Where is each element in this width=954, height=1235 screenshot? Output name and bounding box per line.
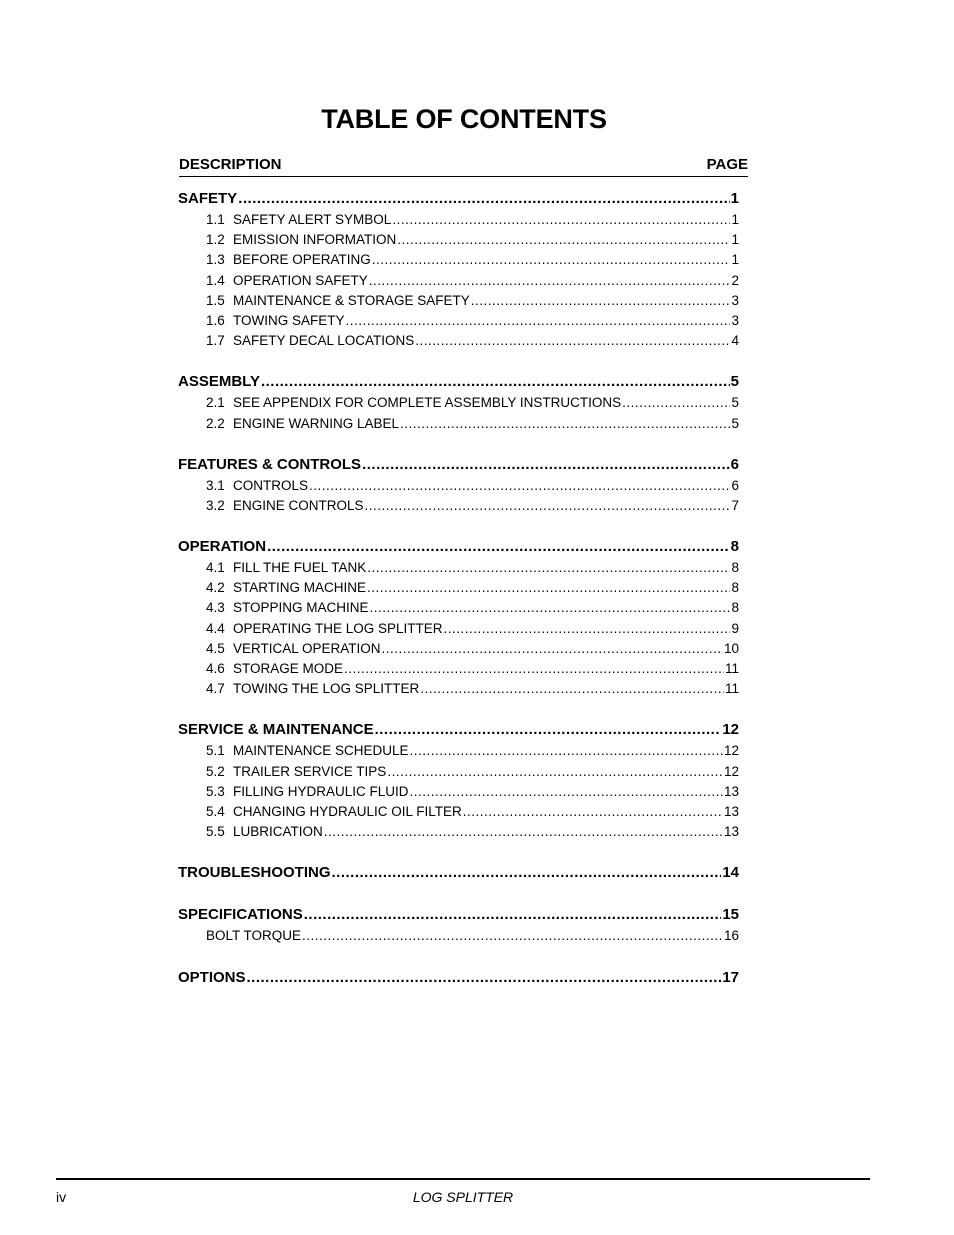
dot-leader (410, 784, 723, 799)
entry-label: OPERATING THE LOG SPLITTER (233, 620, 443, 636)
entry-page-number: 3 (731, 292, 739, 308)
dot-leader (382, 641, 723, 656)
entry-number: 2.2 (206, 415, 225, 431)
toc-section (178, 190, 739, 353)
toc-entry[interactable] (178, 661, 739, 681)
toc-section (178, 456, 739, 518)
toc-entry[interactable] (178, 313, 739, 333)
dot-leader (247, 969, 722, 986)
entry-label: LUBRICATION (233, 824, 323, 840)
dot-leader (332, 864, 722, 881)
entry-number: 4.6 (206, 661, 225, 676)
entry-label: TOWING SAFETY (233, 312, 345, 328)
toc-entry[interactable] (178, 743, 739, 763)
toc-entry[interactable] (178, 395, 739, 415)
entry-number: 5.3 (206, 783, 225, 799)
footer-page-number: iv (56, 1189, 67, 1205)
toc-section-title[interactable] (178, 721, 739, 743)
dot-leader (471, 293, 731, 308)
entry-number: 5.2 (206, 763, 225, 779)
entry-number: 4.1 (206, 560, 225, 576)
dot-leader (344, 661, 724, 676)
toc-section (178, 969, 739, 991)
entry-page-number: 13 (723, 783, 739, 799)
entry-number: 1.7 (206, 333, 225, 349)
entry-number: 1.4 (206, 272, 225, 288)
entry-label: ENGINE CONTROLS (233, 497, 364, 513)
entry-label: STARTING MACHINE (233, 580, 367, 596)
entry-number: 4.7 (206, 681, 225, 697)
entry-page-number: 10 (723, 640, 739, 656)
entry-number: 4.4 (206, 620, 225, 636)
dot-leader (367, 580, 730, 595)
toc-entry[interactable] (178, 273, 739, 293)
toc-entry[interactable] (178, 333, 739, 353)
dot-leader (392, 212, 730, 227)
dot-leader (304, 906, 722, 923)
entry-page-number: 12 (723, 743, 739, 759)
entry-label: FILL THE FUEL TANK (233, 560, 367, 576)
section-label: OPERATION (178, 538, 267, 556)
section-page-number: 15 (722, 906, 739, 924)
dot-leader (400, 416, 730, 431)
page-title: TABLE OF CONTENTS (321, 104, 607, 134)
section-label: ASSEMBLY (178, 373, 260, 391)
toc-entry[interactable] (178, 824, 739, 844)
column-header (179, 156, 748, 177)
toc-entry[interactable] (178, 560, 739, 580)
toc-entry[interactable] (178, 641, 739, 661)
dot-leader (420, 681, 724, 696)
entry-page-number: 4 (731, 333, 739, 349)
toc-section-title[interactable] (178, 373, 739, 395)
section-page-number: 17 (722, 968, 739, 986)
toc-section-title[interactable] (178, 864, 739, 886)
section-label: SERVICE & MAINTENANCE (178, 721, 374, 739)
footer-title: LOG SPLITTER (412, 1189, 514, 1205)
entry-number: 5.1 (206, 743, 225, 759)
entry-page-number: 5 (731, 415, 739, 431)
dot-leader (324, 824, 723, 839)
dot-leader (302, 928, 723, 943)
toc-entry[interactable] (178, 580, 739, 600)
entry-label: TRAILER SERVICE TIPS (233, 763, 387, 779)
entry-number: 2.1 (206, 395, 225, 411)
entry-label: CONTROLS (233, 477, 309, 493)
toc-entry[interactable] (178, 293, 739, 313)
section-label: FEATURES & CONTROLS (178, 455, 362, 473)
entry-number: 4.2 (206, 580, 225, 596)
toc-entry[interactable] (178, 928, 739, 948)
entry-label: FILLING HYDRAULIC FLUID (233, 783, 409, 799)
section-label: OPTIONS (178, 968, 246, 986)
dot-leader (367, 560, 730, 575)
dot-leader (463, 804, 723, 819)
entry-number: 3.2 (206, 497, 225, 513)
toc-list (178, 190, 739, 1011)
entry-label: SAFETY DECAL LOCATIONS (233, 333, 415, 349)
entry-label: BOLT TORQUE (206, 928, 302, 944)
section-page-number: 8 (730, 538, 739, 556)
entry-label: SEE APPENDIX FOR COMPLETE ASSEMBLY INSTRUCTIONS (233, 395, 622, 411)
entry-page-number: 11 (724, 661, 739, 676)
toc-entry[interactable] (178, 621, 739, 641)
toc-section (178, 721, 739, 844)
section-label: TROUBLESHOOTING (178, 864, 331, 882)
entry-label: VERTICAL OPERATION (233, 640, 381, 656)
section-label: SPECIFICATIONS (178, 906, 303, 924)
entry-number: 1.3 (206, 252, 225, 268)
toc-section (178, 864, 739, 886)
entry-label: BEFORE OPERATING (233, 252, 371, 268)
toc-entry[interactable] (178, 764, 739, 784)
dot-leader (372, 252, 731, 267)
dot-leader (365, 498, 731, 513)
toc-entry[interactable] (178, 804, 739, 824)
page-header: PAGE (706, 156, 748, 173)
toc-section-title[interactable] (178, 190, 739, 212)
toc-section (178, 373, 739, 435)
toc-entry[interactable] (178, 784, 739, 804)
toc-section-title[interactable] (178, 538, 739, 560)
dot-leader (397, 232, 730, 247)
entry-page-number: 7 (731, 497, 739, 513)
toc-entry[interactable] (178, 498, 739, 518)
toc-entry[interactable] (178, 600, 739, 620)
dot-leader (238, 190, 729, 207)
section-page-number: 6 (730, 455, 739, 473)
dot-leader (370, 600, 731, 615)
entry-label: STOPPING MACHINE (233, 600, 369, 616)
entry-page-number: 6 (731, 477, 739, 493)
toc-section (178, 906, 739, 948)
entry-number: 1.5 (206, 292, 225, 308)
section-page-number: 12 (722, 721, 739, 739)
toc-entry[interactable] (178, 252, 739, 272)
entry-page-number: 3 (731, 312, 739, 328)
dot-leader (261, 373, 730, 390)
dot-leader (410, 743, 723, 758)
entry-number: 1.6 (206, 312, 225, 328)
entry-page-number: 2 (731, 272, 739, 288)
entry-number: 1.2 (206, 232, 225, 248)
toc-section-title[interactable] (178, 456, 739, 478)
entry-label: ENGINE WARNING LABEL (233, 415, 400, 431)
entry-page-number: 8 (731, 600, 739, 616)
entry-number: 4.5 (206, 640, 225, 656)
dot-leader (309, 478, 730, 493)
section-page-number: 14 (722, 864, 739, 882)
toc-entry[interactable] (178, 478, 739, 498)
entry-number: 5.5 (206, 824, 225, 840)
entry-page-number: 5 (731, 395, 739, 411)
dot-leader (375, 721, 722, 738)
toc-entry[interactable] (178, 212, 739, 232)
entry-page-number: 13 (723, 803, 739, 819)
dot-leader (622, 395, 730, 410)
entry-page-number: 1 (731, 212, 739, 227)
entry-label: TOWING THE LOG SPLITTER (233, 681, 420, 697)
dot-leader (369, 273, 731, 288)
entry-page-number: 8 (731, 560, 739, 576)
dot-leader (346, 313, 731, 328)
toc-section (178, 538, 739, 701)
entry-label: SAFETY ALERT SYMBOL (233, 212, 392, 227)
toc-section-title[interactable] (178, 906, 739, 928)
toc-entry[interactable] (178, 416, 739, 436)
entry-label: CHANGING HYDRAULIC OIL FILTER (233, 803, 462, 819)
footer-rule (56, 1178, 870, 1180)
entry-number: 4.3 (206, 600, 225, 616)
entry-label: STORAGE MODE (233, 661, 344, 676)
toc-entry[interactable] (178, 232, 739, 252)
entry-number: 3.1 (206, 477, 225, 493)
entry-label: MAINTENANCE & STORAGE SAFETY (233, 292, 470, 308)
entry-number: 5.4 (206, 803, 225, 819)
entry-page-number: 8 (731, 580, 739, 596)
dot-leader (362, 456, 730, 473)
entry-number: 1.1 (206, 212, 225, 227)
section-page-number: 1 (730, 190, 739, 207)
dot-leader (267, 538, 730, 555)
entry-page-number: 9 (731, 620, 739, 636)
dot-leader (387, 764, 723, 779)
entry-page-number: 16 (723, 928, 739, 944)
entry-page-number: 1 (731, 232, 739, 248)
section-label: SAFETY (178, 190, 238, 207)
section-page-number: 5 (730, 373, 739, 391)
description-header: DESCRIPTION (179, 156, 282, 173)
dot-leader (415, 333, 730, 348)
entry-label: MAINTENANCE SCHEDULE (233, 743, 409, 759)
dot-leader (444, 621, 731, 636)
entry-label: OPERATION SAFETY (233, 272, 368, 288)
entry-label: EMISSION INFORMATION (233, 232, 397, 248)
toc-section-title[interactable] (178, 969, 739, 991)
entry-page-number: 1 (731, 252, 739, 268)
entry-page-number: 11 (724, 681, 739, 697)
entry-page-number: 12 (723, 763, 739, 779)
toc-entry[interactable] (178, 681, 739, 701)
entry-page-number: 13 (723, 824, 739, 840)
